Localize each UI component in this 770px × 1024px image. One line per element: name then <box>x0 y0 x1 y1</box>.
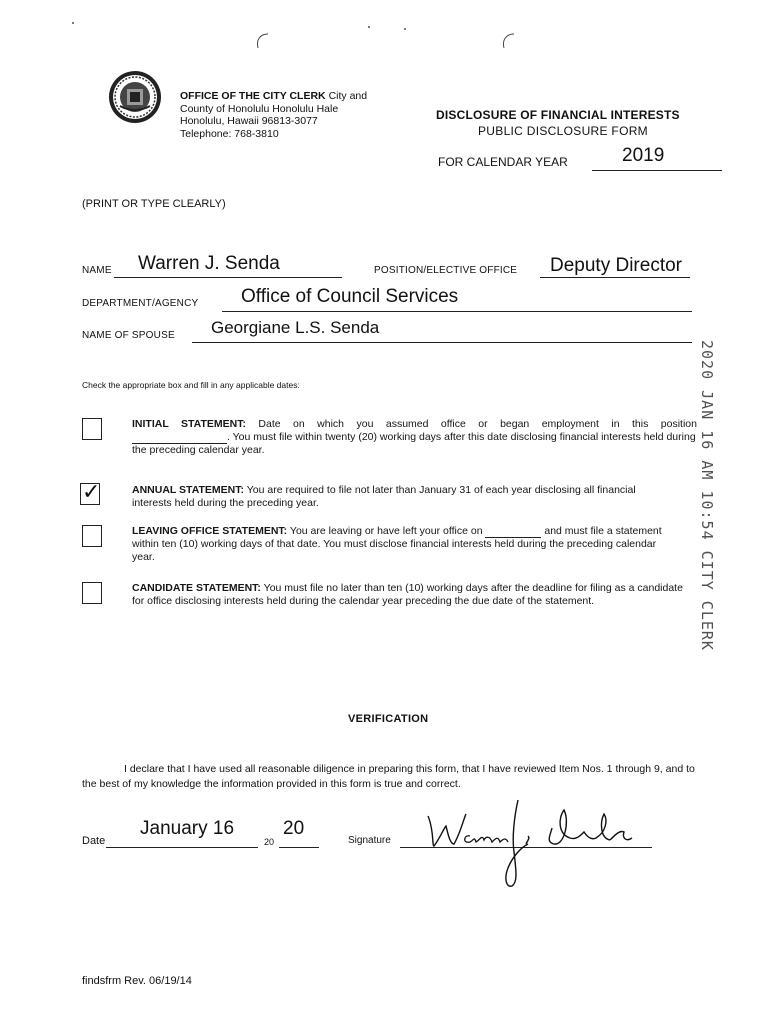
initial-statement-desc-a: Date on which you assumed office or began employment in this position <box>245 418 697 430</box>
name-underline <box>114 277 342 278</box>
department-underline <box>222 311 692 312</box>
office-telephone: Telephone: 768-3810 <box>180 127 279 140</box>
leaving-office-desc-b: and must file a statement within ten (10) working days of that date. You must disclose financial interests held during the preceding calendar year. <box>132 525 662 563</box>
check-instructions: Check the appropriate box and fill in any applicable dates: <box>82 380 300 390</box>
checkmark-icon: ✓ <box>82 480 101 505</box>
leaving-office-checkbox[interactable] <box>82 525 102 547</box>
year-field[interactable]: 20 <box>283 818 305 839</box>
print-clearly-note: (PRINT OR TYPE CLEARLY) <box>82 198 226 210</box>
leaving-office-text <box>132 525 677 564</box>
calendar-year-underline <box>592 170 722 171</box>
scan-speck <box>404 28 406 30</box>
date-label: Date <box>82 835 106 847</box>
office-name: OFFICE OF THE CITY CLERK <box>180 90 326 102</box>
leaving-date-blank[interactable] <box>485 527 541 538</box>
date-underline <box>106 847 258 848</box>
position-underline <box>540 277 690 278</box>
department-label: DEPARTMENT/AGENCY <box>82 298 199 309</box>
candidate-statement-text <box>132 582 697 608</box>
spouse-field[interactable]: Georgiane L.S. Senda <box>211 318 380 337</box>
signature-label: Signature <box>348 835 391 846</box>
handwritten-signature[interactable] <box>420 798 650 890</box>
position-field[interactable]: Deputy Director <box>550 255 682 276</box>
calendar-year-value[interactable]: 2019 <box>622 145 665 166</box>
annual-statement-desc: You are required to file not later than January 31 of each year disclosing all financial interests held during the preceding year. <box>132 484 636 509</box>
hole-punch-mark-right <box>500 30 520 54</box>
date-field[interactable]: January 16 <box>140 818 235 839</box>
department-field[interactable]: Office of Council Services <box>241 286 459 307</box>
verification-heading: VERIFICATION <box>348 713 429 725</box>
initial-statement-desc-b: . You must file within twenty (20) working days after this date disclosing financial interests held during the preceding calendar year. <box>132 431 696 456</box>
candidate-statement-checkbox[interactable] <box>82 582 102 604</box>
form-subtitle: PUBLIC DISCLOSURE FORM <box>478 124 648 138</box>
annual-statement-text <box>132 484 677 510</box>
year-prefix: 20 <box>264 837 275 847</box>
spouse-label: NAME OF SPOUSE <box>82 330 175 341</box>
office-line-3: Honolulu, Hawaii 96813-3077 <box>180 115 318 127</box>
annual-statement-title: ANNUAL STATEMENT: <box>132 484 244 496</box>
candidate-statement-desc: You must file no later than ten (10) working days after the deadline for filing as a candidate for office disclosing interests held during the calendar year preceding the due date of the statement. <box>132 582 683 607</box>
office-line-2: County of Honolulu Honolulu Hale <box>180 102 339 115</box>
initial-statement-text <box>132 418 697 457</box>
initial-statement-title: INITIAL STATEMENT: <box>132 418 246 430</box>
name-field[interactable]: Warren J. Senda <box>138 253 280 274</box>
scan-speck <box>368 26 370 28</box>
received-date-stamp: 2020 JAN 16 AM 10:54 CITY CLERK <box>698 340 716 651</box>
hole-punch-mark-left <box>254 30 274 54</box>
name-label: NAME <box>82 265 112 276</box>
calendar-year-label: FOR CALENDAR YEAR <box>438 155 568 169</box>
initial-date-blank[interactable] <box>132 433 227 444</box>
annual-statement-checkbox[interactable] <box>80 480 101 505</box>
spouse-underline <box>192 342 692 343</box>
candidate-statement-title: CANDIDATE STATEMENT: <box>132 582 261 594</box>
initial-statement-checkbox[interactable] <box>82 418 102 440</box>
city-seal-logo <box>108 70 162 124</box>
office-name-rest: City and <box>325 90 368 102</box>
verification-declaration: I declare that I have used all reasonable diligence in preparing this form, that I have reviewed Item Nos. 1 through 9, and to the best of my knowledge the information provided in this form is true and correct. <box>82 763 695 790</box>
leaving-office-title: LEAVING OFFICE STATEMENT: <box>132 525 288 537</box>
scan-speck <box>72 22 74 24</box>
office-address-block <box>180 90 410 140</box>
leaving-office-desc-a: You are leaving or have left your office on <box>287 525 483 537</box>
position-label: POSITION/ELECTIVE OFFICE <box>374 265 518 276</box>
year-underline <box>279 847 319 848</box>
form-revision-footer: findsfrm Rev. 06/19/14 <box>82 975 192 987</box>
form-title: DISCLOSURE OF FINANCIAL INTERESTS <box>436 108 680 122</box>
